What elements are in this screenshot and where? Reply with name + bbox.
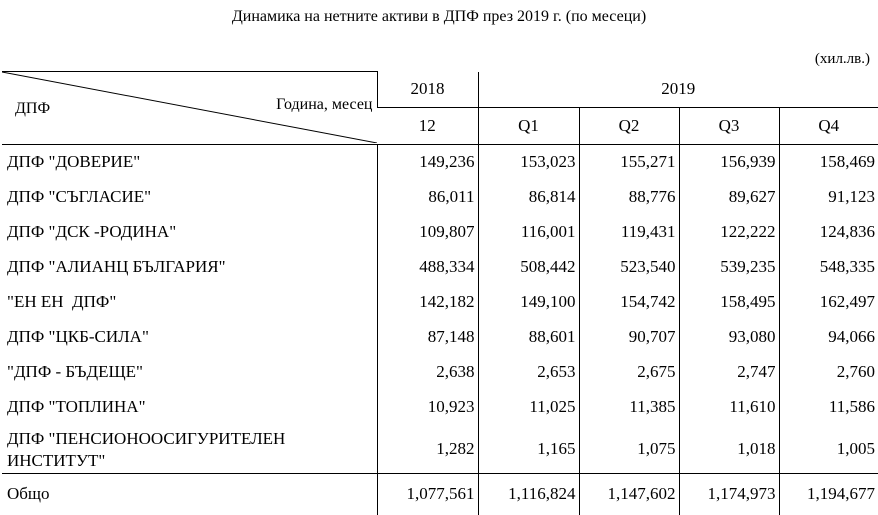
cell-12: 10,923: [377, 390, 478, 425]
cell-12: 2,638: [377, 355, 478, 390]
header-col-q2: Q2: [579, 107, 679, 144]
cell-q4: 158,469: [779, 144, 878, 180]
cell-q2: 2,675: [579, 355, 679, 390]
cell-q2: 90,707: [579, 320, 679, 355]
cell-q3: 156,939: [679, 144, 779, 180]
cell-q3: 158,495: [679, 285, 779, 320]
table-row: [2, 320, 878, 355]
cell-q2: 11,385: [579, 390, 679, 425]
row-name: ДПФ "ТОПЛИНА": [7, 397, 146, 416]
table-row: [2, 390, 878, 425]
cell-q4: 548,335: [779, 250, 878, 285]
table-row: [2, 144, 878, 180]
cell-q3: 89,627: [679, 180, 779, 215]
row-name: "ДПФ - БЪДЕЩЕ": [7, 362, 143, 381]
total-q1: 1,116,824: [478, 473, 579, 515]
corner-label-year-month: Година, месец: [276, 96, 373, 113]
cell-q3: 11,610: [679, 390, 779, 425]
cell-q2: 523,540: [579, 250, 679, 285]
cell-q3: 539,235: [679, 250, 779, 285]
cell-q3: 1,018: [679, 425, 779, 474]
cell-12: 87,148: [377, 320, 478, 355]
cell-q3: 93,080: [679, 320, 779, 355]
row-name: ДПФ "ДОВЕРИЕ": [2, 144, 377, 180]
cell-q4: 124,836: [779, 215, 878, 250]
cell-q1: 2,653: [478, 355, 579, 390]
cell-12: 149,236: [377, 144, 478, 180]
document-title: Динамика на нетните активи в ДПФ през 2019 г. (по месеци): [231, 8, 647, 25]
row-name: ДПФ "ПЕНСИОНООСИГУРИТЕЛЕН ИНСТИТУТ": [7, 428, 286, 470]
row-name: ДПФ "СЪГЛАСИЕ": [7, 187, 152, 206]
cell-q1: 11,025: [478, 390, 579, 425]
cell-q1: 153,023: [478, 144, 579, 180]
row-name: "ЕН ЕН ДПФ": [7, 292, 117, 311]
unit-label: (хил.лв.): [814, 51, 870, 67]
cell-q1: 508,442: [478, 250, 579, 285]
cell-q4: 11,586: [779, 390, 878, 425]
header-col-12: 12: [377, 107, 478, 144]
header-corner-cell: [2, 72, 377, 145]
table-row: [2, 215, 878, 250]
cell-q1: 86,814: [478, 180, 579, 215]
header-year-2018: 2018: [377, 72, 478, 108]
cell-q4: 94,066: [779, 320, 878, 355]
cell-q2: 154,742: [579, 285, 679, 320]
header-col-q3: Q3: [679, 107, 779, 144]
table-row: [2, 180, 878, 215]
row-name: ДПФ "ДСК -РОДИНА": [7, 222, 177, 241]
header-col-q4: Q4: [779, 107, 878, 144]
total-row: [2, 473, 878, 515]
total-label: Общо: [2, 473, 377, 515]
total-q4: 1,194,677: [779, 473, 878, 515]
cell-12: 86,011: [377, 180, 478, 215]
cell-12: 1,282: [377, 425, 478, 474]
row-name: ДПФ "ЦКБ-СИЛА": [7, 327, 149, 346]
cell-q2: 155,271: [579, 144, 679, 180]
cell-12: 488,334: [377, 250, 478, 285]
table-row: [2, 355, 878, 390]
cell-q1: 149,100: [478, 285, 579, 320]
table-row: [2, 250, 878, 285]
header-row-years: [2, 72, 878, 108]
corner-label-dpf: ДПФ: [15, 100, 51, 117]
total-12: 1,077,561: [377, 473, 478, 515]
total-q2: 1,147,602: [579, 473, 679, 515]
header-col-q1: Q1: [478, 107, 579, 144]
cell-q2: 1,075: [579, 425, 679, 474]
cell-12: 142,182: [377, 285, 478, 320]
cell-q2: 119,431: [579, 215, 679, 250]
cell-q1: 116,001: [478, 215, 579, 250]
total-q3: 1,174,973: [679, 473, 779, 515]
cell-q3: 122,222: [679, 215, 779, 250]
table-row: [2, 425, 878, 474]
header-year-2019: 2019: [478, 72, 878, 108]
cell-q2: 88,776: [579, 180, 679, 215]
cell-q4: 162,497: [779, 285, 878, 320]
cell-12: 109,807: [377, 215, 478, 250]
row-name: ДПФ "АЛИАНЦ БЪЛГАРИЯ": [7, 257, 226, 276]
cell-q3: 2,747: [679, 355, 779, 390]
cell-q1: 1,165: [478, 425, 579, 474]
net-assets-table: [2, 71, 878, 515]
cell-q4: 91,123: [779, 180, 878, 215]
cell-q4: 1,005: [779, 425, 878, 474]
cell-q4: 2,760: [779, 355, 878, 390]
cell-q1: 88,601: [478, 320, 579, 355]
table-row: [2, 285, 878, 320]
